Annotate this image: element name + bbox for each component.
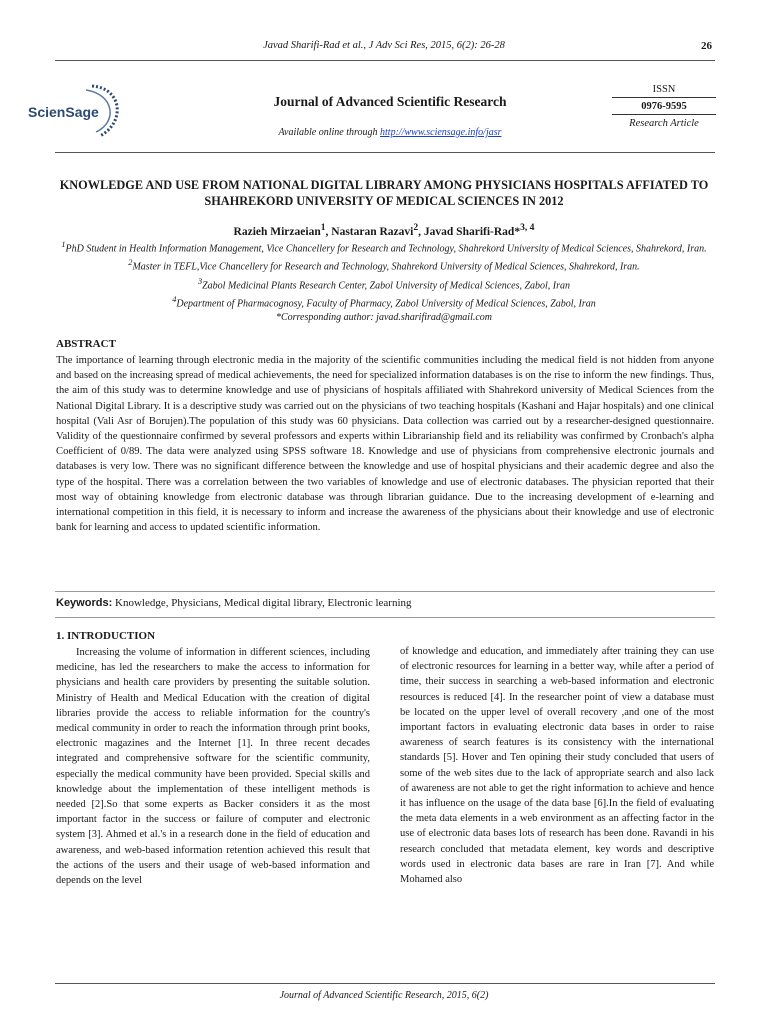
affiliation: $^1$PhD Student in Health Information Management, Vice Chancellery for Research and Technology, Shahrekord University of Medical Sciences, Shahrekord, Iran. — [61, 240, 707, 255]
corresponding-author: *Corresponding author: javad.sharifirad@gmail.com — [275, 312, 493, 324]
affiliation: $^4$Department of Pharmacognosy, Faculty of Pharmacy, Zabol University of Medical Sciences, Zabol, Iran — [172, 294, 596, 310]
introduction-heading: 1. INTRODUCTION — [56, 630, 156, 642]
author-sup: 2 — [413, 222, 419, 233]
logo-text: ScienSage — [28, 104, 99, 120]
availability-line — [230, 127, 550, 138]
author-name: Razieh Mirzaeian — [233, 225, 321, 238]
running-head: Javad Sharifi-Rad et al., J Adv Sci Res, 2015, 6(2): 26-28 — [263, 40, 505, 51]
author-name: Nastaran Razavi — [331, 225, 414, 238]
keywords — [56, 597, 412, 609]
author-name: Javad Sharifi-Rad* — [423, 225, 521, 238]
keywords-rule-bottom — [55, 617, 715, 618]
header-rule — [55, 60, 715, 61]
keywords-rule-top — [55, 591, 715, 592]
sciensage-logo — [22, 82, 132, 140]
keywords-label: Keywords: — [56, 597, 113, 609]
journal-title: Journal of Advanced Scientific Research — [273, 94, 507, 109]
author-sup: 1 — [320, 222, 326, 233]
issn-box — [612, 84, 716, 129]
affiliations — [60, 238, 708, 325]
author-list: Razieh Mirzaeian$^1$, Nastaran Razavi$^2$, Javad Sharifi-Rad*$^{3, 4}$ — [233, 222, 535, 238]
abstract-heading: ABSTRACT — [56, 338, 116, 350]
paper-title: KNOWLEDGE AND USE FROM NATIONAL DIGITAL LIBRARY AMONG PHYSICIANS HOSPITALS AFFIATED TO SHAHREKORD UNIVERSITY OF MEDICAL SCIENCES IN 2012 — [59, 178, 709, 208]
masthead-rule — [55, 152, 715, 153]
introduction-column-left: Increasing the volume of information in different sciences, including medicine, has led the researchers to make the access to information for physicians and health care providers by presenting the suitable solution. Ministry of Health and Medical Education with the creation of digital libraries provide the access to reliable information for the country's medical community in order to reach the information through print books, electronic magazines and the Internet [1]. In three recent decades integrated and comprehensive software for the scientific community, especially the medical community have been provided. Special skills and knowledge about the implementation of these intelligent methods is needed [2].So that some experts as Backer considers it as the most important factor in the success or failure of computer and electronic system [3]. Ahmed et al.'s in a research done in the field of education and awareness, and web-based information retention achieved this result that the actions of the users and their usage of web-based information and depends on the level — [56, 647, 370, 887]
abstract-text: The importance of learning through electronic media in the majority of the scientific communities including the medical field is not hidden from anyone and based on the increasing spread of medical achievements, the need for specialized information databases is on the rise to inform the new findings. Thus, the aim of this study was to determine knowledge and use of physicians of hospitals affiliated with Shahrekord university of Medical Sciences from the National Digital Library. It is a descriptive study was carried out on the physicians of two teaching hospitals (Kashani and Hajar hospitals) and one clinical hospital (Vali Asr of Borujen).The population of this study was 60 physicians. Data collection was carried out by a researcher-designed questionnaire. Validity of the questionnaire confirmed by several professors and experts within Librarianship field and its reliability was confirmed by Cronbach's alpha Coefficient of 0/89. The data were analyzed using SPSS software 18. Knowledge and use of physicians from comprehensive electronic journals and databases is very low. There was no significant difference between the knowledge and use of hospital physicians and their academic degree and also the type of the hospital. There was a correlation between the two variables of knowledge and use of electronic databases. The physician reported that their most way of obtaining knowledge from electronic database was through librarian guidance. Due to the increasing development of e-learning and international competition in this field, it is necessary to inform and increase the awareness of the physicians about their knowledge and use of electronic bank for learning and access to updated scientific information. — [56, 355, 714, 534]
available-label: Available online through — [278, 127, 378, 138]
issn-label: ISSN — [612, 84, 716, 98]
page-number: 26 — [701, 40, 712, 52]
issn-number: 0976-9595 — [612, 98, 716, 115]
article-type: Research Article — [629, 118, 699, 129]
introduction-column-right: of knowledge and education, and immediately after training they can use of electronic resources for learning in a better way, while after a period of time, their success in searching a web-based information and electronic resources is reduced [4]. In the researcher point of view a database must be located on the upper level of overall recovery ,and one of the most important factors in evaluating electronic data bases in order to raise awareness of search features is its consistency with the international standards [5]. Hover and Ten opining their study concluded that users of some of the web sites due to the lack of appropriate search and also lack of awareness are not able to get the right information to achieve and hence it has influence on the usage of the data base [6].In the field of evaluating the meta data elements in a web environment as an affecting factor in the use of electronic data bases lots of research has been done. Ravandi in his research concluded that metadata element, key words and descriptive words used in electronic data bases are rare in Iran [7]. And while Mohamed also — [400, 646, 714, 886]
footer-rule — [55, 983, 715, 984]
journal-url-link[interactable]: http://www.sciensage.info/jasr — [380, 127, 502, 138]
affiliation: $^2$Master in TEFL,Vice Chancellery for Research and Technology, Shahrekord University of Medical Sciences, Shahrekord, Iran. — [128, 258, 640, 273]
author-sup: 3, 4 — [520, 222, 535, 233]
keywords-text: Knowledge, Physicians, Medical digital library, Electronic learning — [115, 597, 412, 609]
page-footer: Journal of Advanced Scientific Research, 2015, 6(2) — [279, 990, 489, 1001]
affiliation: $^3$Zabol Medicinal Plants Research Center, Zabol University of Medical Sciences, Zabol, Iran — [197, 276, 571, 291]
